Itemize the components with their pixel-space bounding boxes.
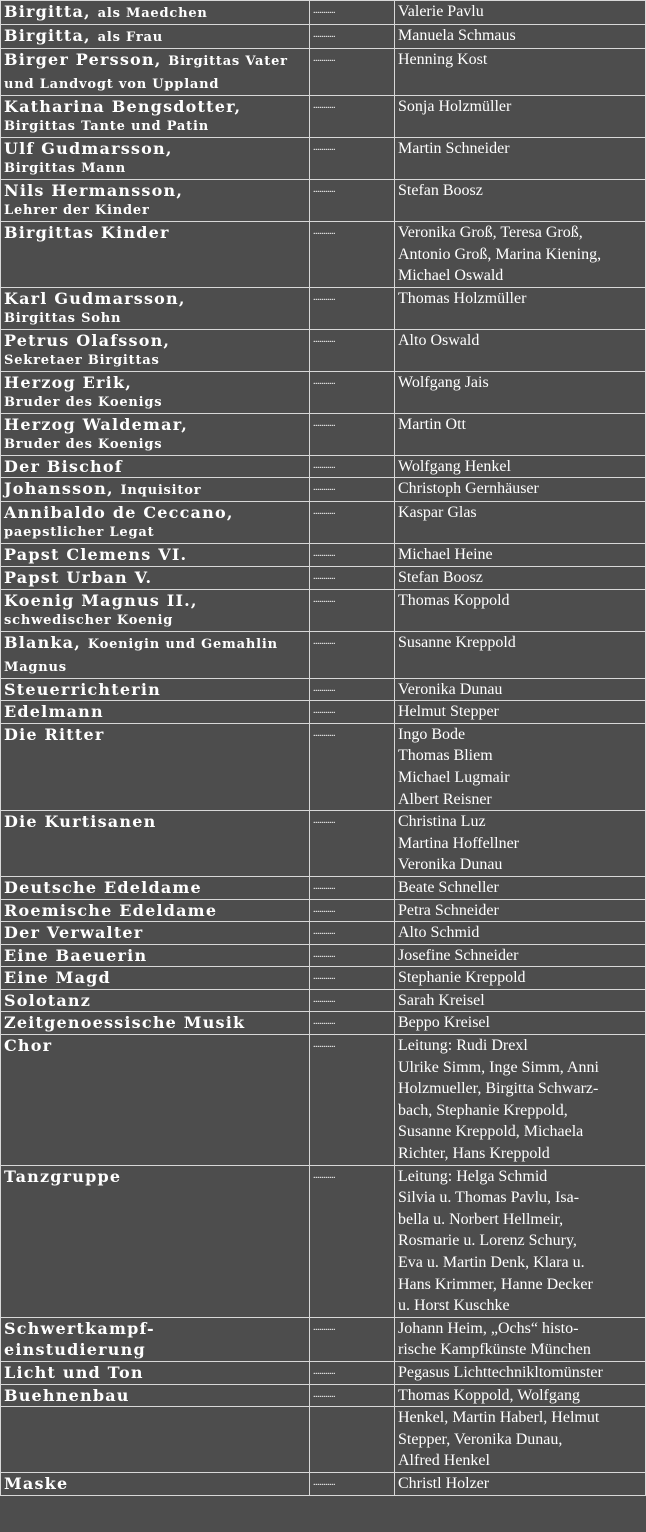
role-cell <box>1 876 310 899</box>
role-name: Zeitgenoessische Musik <box>4 1013 246 1033</box>
leader-dots: ........... <box>310 544 395 567</box>
cast-row <box>1 1384 646 1407</box>
actor-cell: Kaspar Glas <box>395 502 646 544</box>
leader-dots: ........... <box>310 49 395 96</box>
role-description: schwedischer Koenig <box>4 612 174 628</box>
cast-row <box>1 589 646 631</box>
role-cell <box>1 1012 310 1035</box>
role-name: Buehnenbau <box>4 1385 130 1405</box>
actor-cell: Alto Oswald <box>395 329 646 371</box>
role-name: Schwertkampf- einstudierung <box>4 1318 155 1359</box>
actor-cell: Stefan Boosz <box>395 566 646 589</box>
role-cell <box>1 1317 310 1361</box>
role-cell <box>1 899 310 922</box>
role-name: Birger Persson, <box>4 50 162 69</box>
leader-dots <box>310 1407 395 1473</box>
actor-cell: Alto Schmid <box>395 922 646 945</box>
leader-dots: ........... <box>310 811 395 877</box>
role-cell <box>1 1 310 25</box>
actor-cell: Beppo Kreisel <box>395 1012 646 1035</box>
leader-dots: ........... <box>310 701 395 724</box>
leader-dots: ........... <box>310 589 395 631</box>
leader-dots: ........... <box>310 566 395 589</box>
role-name: Roemische Edeldame <box>4 900 218 920</box>
actor-cell: Michael Heine <box>395 544 646 567</box>
role-name: Blanka, <box>4 632 82 652</box>
role-name: Steuerrichterin <box>4 679 161 699</box>
role-cell <box>1 1384 310 1407</box>
actor-cell: Martin Ott <box>395 413 646 455</box>
cast-row <box>1 678 646 701</box>
role-name: Petrus Olafsson, <box>4 330 171 350</box>
actor-cell: Johann Heim, „Ochs“ histo- rische Kampfkünste München <box>395 1317 646 1361</box>
cast-row <box>1 371 646 413</box>
cast-row <box>1 287 646 329</box>
role-cell <box>1 723 310 810</box>
cast-row <box>1 967 646 990</box>
role-name: Ulf Gudmarsson, <box>4 139 173 158</box>
role-cell <box>1 502 310 544</box>
role-cell <box>1 922 310 945</box>
leader-dots: ........... <box>310 1012 395 1035</box>
role-cell <box>1 329 310 371</box>
role-cell <box>1 944 310 967</box>
role-name: Der Bischof <box>4 456 123 476</box>
role-cell <box>1 180 310 222</box>
cast-row <box>1 413 646 455</box>
leader-dots: ........... <box>310 1 395 25</box>
actor-cell: Martin Schneider <box>395 138 646 180</box>
leader-dots: ........... <box>310 876 395 899</box>
role-description: Birgittas Tante und Patin <box>4 119 209 134</box>
cast-row <box>1 1361 646 1384</box>
actor-cell: Helmut Stepper <box>395 701 646 724</box>
role-description: Bruder des Koenigs <box>4 394 163 410</box>
role-name: Eine Magd <box>4 968 111 988</box>
role-description: Lehrer der Kinder <box>4 203 150 218</box>
role-name: Nils Hermansson, <box>4 181 184 200</box>
leader-dots: ........... <box>310 899 395 922</box>
actor-cell: Valerie Pavlu <box>395 1 646 25</box>
role-name: Koenig Magnus II., <box>4 590 198 610</box>
role-cell <box>1 631 310 678</box>
cast-row <box>1 455 646 478</box>
actor-cell: Sonja Holzmüller <box>395 96 646 138</box>
actor-cell: Veronika Groß, Teresa Groß, Antonio Groß, Marina Kiening, Michael Oswald <box>395 222 646 288</box>
role-description: Birgittas Mann <box>4 161 126 176</box>
actor-cell: Susanne Kreppold <box>395 631 646 678</box>
leader-dots: ........... <box>310 478 395 502</box>
role-cell <box>1 544 310 567</box>
actor-cell: Leitung: Helga Schmid Silvia u. Thomas Pavlu, Isa- bella u. Norbert Hellmeir, Rosmarie u. Lorenz Schury, Eva u. Martin Denk, Klara u. Hans Krimmer, Hanne Decker u. Horst Kuschke <box>395 1165 646 1317</box>
leader-dots: ........... <box>310 922 395 945</box>
cast-row <box>1 631 646 678</box>
leader-dots: ........... <box>310 944 395 967</box>
role-cell <box>1 701 310 724</box>
role-cell <box>1 49 310 96</box>
cast-row <box>1 502 646 544</box>
leader-dots: ........... <box>310 138 395 180</box>
role-cell <box>1 222 310 288</box>
actor-cell: Henning Kost <box>395 49 646 96</box>
leader-dots: ........... <box>310 1317 395 1361</box>
leader-dots: ........... <box>310 967 395 990</box>
role-name: Die Kurtisanen <box>4 812 157 832</box>
cast-row <box>1 922 646 945</box>
leader-dots: ........... <box>310 723 395 810</box>
cast-row <box>1 96 646 138</box>
role-cell <box>1 589 310 631</box>
role-cell <box>1 478 310 502</box>
leader-dots: ........... <box>310 329 395 371</box>
role-cell <box>1 138 310 180</box>
cast-row <box>1 329 646 371</box>
role-cell <box>1 1472 310 1495</box>
actor-cell: Christina Luz Martina Hoffellner Veronika Dunau <box>395 811 646 877</box>
cast-row <box>1 566 646 589</box>
actor-cell: Beate Schneller <box>395 876 646 899</box>
role-name: Birgitta, <box>4 26 91 45</box>
role-name: Der Verwalter <box>4 923 144 943</box>
cast-row <box>1 222 646 288</box>
cast-row <box>1 989 646 1012</box>
role-name: Katharina Bengsdotter, <box>4 97 242 116</box>
role-description: paepstlicher Legat <box>4 525 155 541</box>
role-description: Birgittas Vater und Landvogt von Uppland <box>4 54 288 92</box>
role-name: Birgittas Kinder <box>4 223 170 242</box>
role-name: Herzog Erik, <box>4 372 133 392</box>
role-name: Edelmann <box>4 702 104 722</box>
actor-cell: Josefine Schneider <box>395 944 646 967</box>
cast-row <box>1 1407 646 1473</box>
role-cell <box>1 967 310 990</box>
leader-dots: ........... <box>310 1472 395 1495</box>
cast-row <box>1 544 646 567</box>
leader-dots: ........... <box>310 455 395 478</box>
leader-dots: ........... <box>310 413 395 455</box>
leader-dots: ........... <box>310 25 395 49</box>
role-name: Herzog Waldemar, <box>4 414 188 434</box>
role-cell <box>1 1035 310 1166</box>
role-description: Birgittas Sohn <box>4 310 122 326</box>
role-cell <box>1 1361 310 1384</box>
role-name: Chor <box>4 1036 53 1056</box>
leader-dots: ........... <box>310 678 395 701</box>
role-name: Maske <box>4 1473 69 1493</box>
cast-row <box>1 49 646 96</box>
role-name: Papst Urban V. <box>4 567 153 587</box>
role-description: als Frau <box>97 30 163 45</box>
role-description: Koenigin und Gemahlin Magnus <box>4 636 278 675</box>
actor-cell: Leitung: Rudi Drexl Ulrike Simm, Inge Simm, Anni Holzmueller, Birgitta Schwarz- bach, Stephanie Kreppold, Susanne Kreppold, Michaela Richter, Hans Kreppold <box>395 1035 646 1166</box>
role-cell <box>1 811 310 877</box>
actor-cell: Thomas Holzmüller <box>395 287 646 329</box>
cast-row <box>1 876 646 899</box>
actor-cell: Wolfgang Jais <box>395 371 646 413</box>
actor-cell: Stefan Boosz <box>395 180 646 222</box>
actor-cell: Christl Holzer <box>395 1472 646 1495</box>
role-name: Die Ritter <box>4 724 105 744</box>
actor-cell: Pegasus Lichttechnikltomünster <box>395 1361 646 1384</box>
leader-dots: ........... <box>310 1035 395 1166</box>
leader-dots: ........... <box>310 222 395 288</box>
actor-cell: Veronika Dunau <box>395 678 646 701</box>
role-name: Deutsche Edeldame <box>4 877 202 897</box>
role-cell <box>1 287 310 329</box>
cast-row <box>1 1165 646 1317</box>
actor-cell: Manuela Schmaus <box>395 25 646 49</box>
cast-row <box>1 1472 646 1495</box>
role-cell <box>1 678 310 701</box>
cast-table-body <box>1 1 646 1496</box>
role-cell <box>1 455 310 478</box>
actor-cell: Wolfgang Henkel <box>395 455 646 478</box>
role-name: Annibaldo de Ceccano, <box>4 503 234 523</box>
role-description: Bruder des Koenigs <box>4 436 163 452</box>
role-cell <box>1 413 310 455</box>
cast-row <box>1 1012 646 1035</box>
actor-cell: Ingo Bode Thomas Bliem Michael Lugmair Albert Reisner <box>395 723 646 810</box>
cast-row <box>1 1 646 25</box>
actor-cell: Petra Schneider <box>395 899 646 922</box>
leader-dots: ........... <box>310 1384 395 1407</box>
role-cell <box>1 1165 310 1317</box>
cast-row <box>1 25 646 49</box>
role-description: Sekretaer Birgittas <box>4 352 160 368</box>
leader-dots: ........... <box>310 631 395 678</box>
role-description: Inquisitor <box>120 483 202 499</box>
role-name: Licht und Ton <box>4 1362 144 1382</box>
leader-dots: ........... <box>310 180 395 222</box>
actor-cell: Sarah Kreisel <box>395 989 646 1012</box>
leader-dots: ........... <box>310 989 395 1012</box>
role-name: Johansson, <box>4 479 114 499</box>
cast-row <box>1 723 646 810</box>
role-cell <box>1 1407 310 1473</box>
actor-cell: Stephanie Kreppold <box>395 967 646 990</box>
leader-dots: ........... <box>310 287 395 329</box>
role-cell <box>1 566 310 589</box>
leader-dots: ........... <box>310 96 395 138</box>
cast-row <box>1 899 646 922</box>
role-name: Karl Gudmarsson, <box>4 288 186 308</box>
leader-dots: ........... <box>310 1165 395 1317</box>
role-name: Tanzgruppe <box>4 1166 122 1186</box>
role-cell <box>1 989 310 1012</box>
cast-row <box>1 701 646 724</box>
cast-row <box>1 180 646 222</box>
cast-row <box>1 138 646 180</box>
role-cell <box>1 96 310 138</box>
cast-row <box>1 478 646 502</box>
role-name: Eine Baeuerin <box>4 945 148 965</box>
role-name: Solotanz <box>4 990 92 1010</box>
actor-cell: Thomas Koppold <box>395 589 646 631</box>
role-cell <box>1 371 310 413</box>
cast-row <box>1 944 646 967</box>
role-name: Birgitta, <box>4 2 91 21</box>
leader-dots: ........... <box>310 502 395 544</box>
cast-row <box>1 811 646 877</box>
role-cell <box>1 25 310 49</box>
actor-cell: Christoph Gernhäuser <box>395 478 646 502</box>
role-description: als Maedchen <box>97 6 208 21</box>
leader-dots: ........... <box>310 1361 395 1384</box>
role-name: Papst Clemens VI. <box>4 545 188 565</box>
actor-cell: Henkel, Martin Haberl, Helmut Stepper, Veronika Dunau, Alfred Henkel <box>395 1407 646 1473</box>
cast-row <box>1 1317 646 1361</box>
leader-dots: ........... <box>310 371 395 413</box>
actor-cell: Thomas Koppold, Wolfgang <box>395 1384 646 1407</box>
cast-row <box>1 1035 646 1166</box>
